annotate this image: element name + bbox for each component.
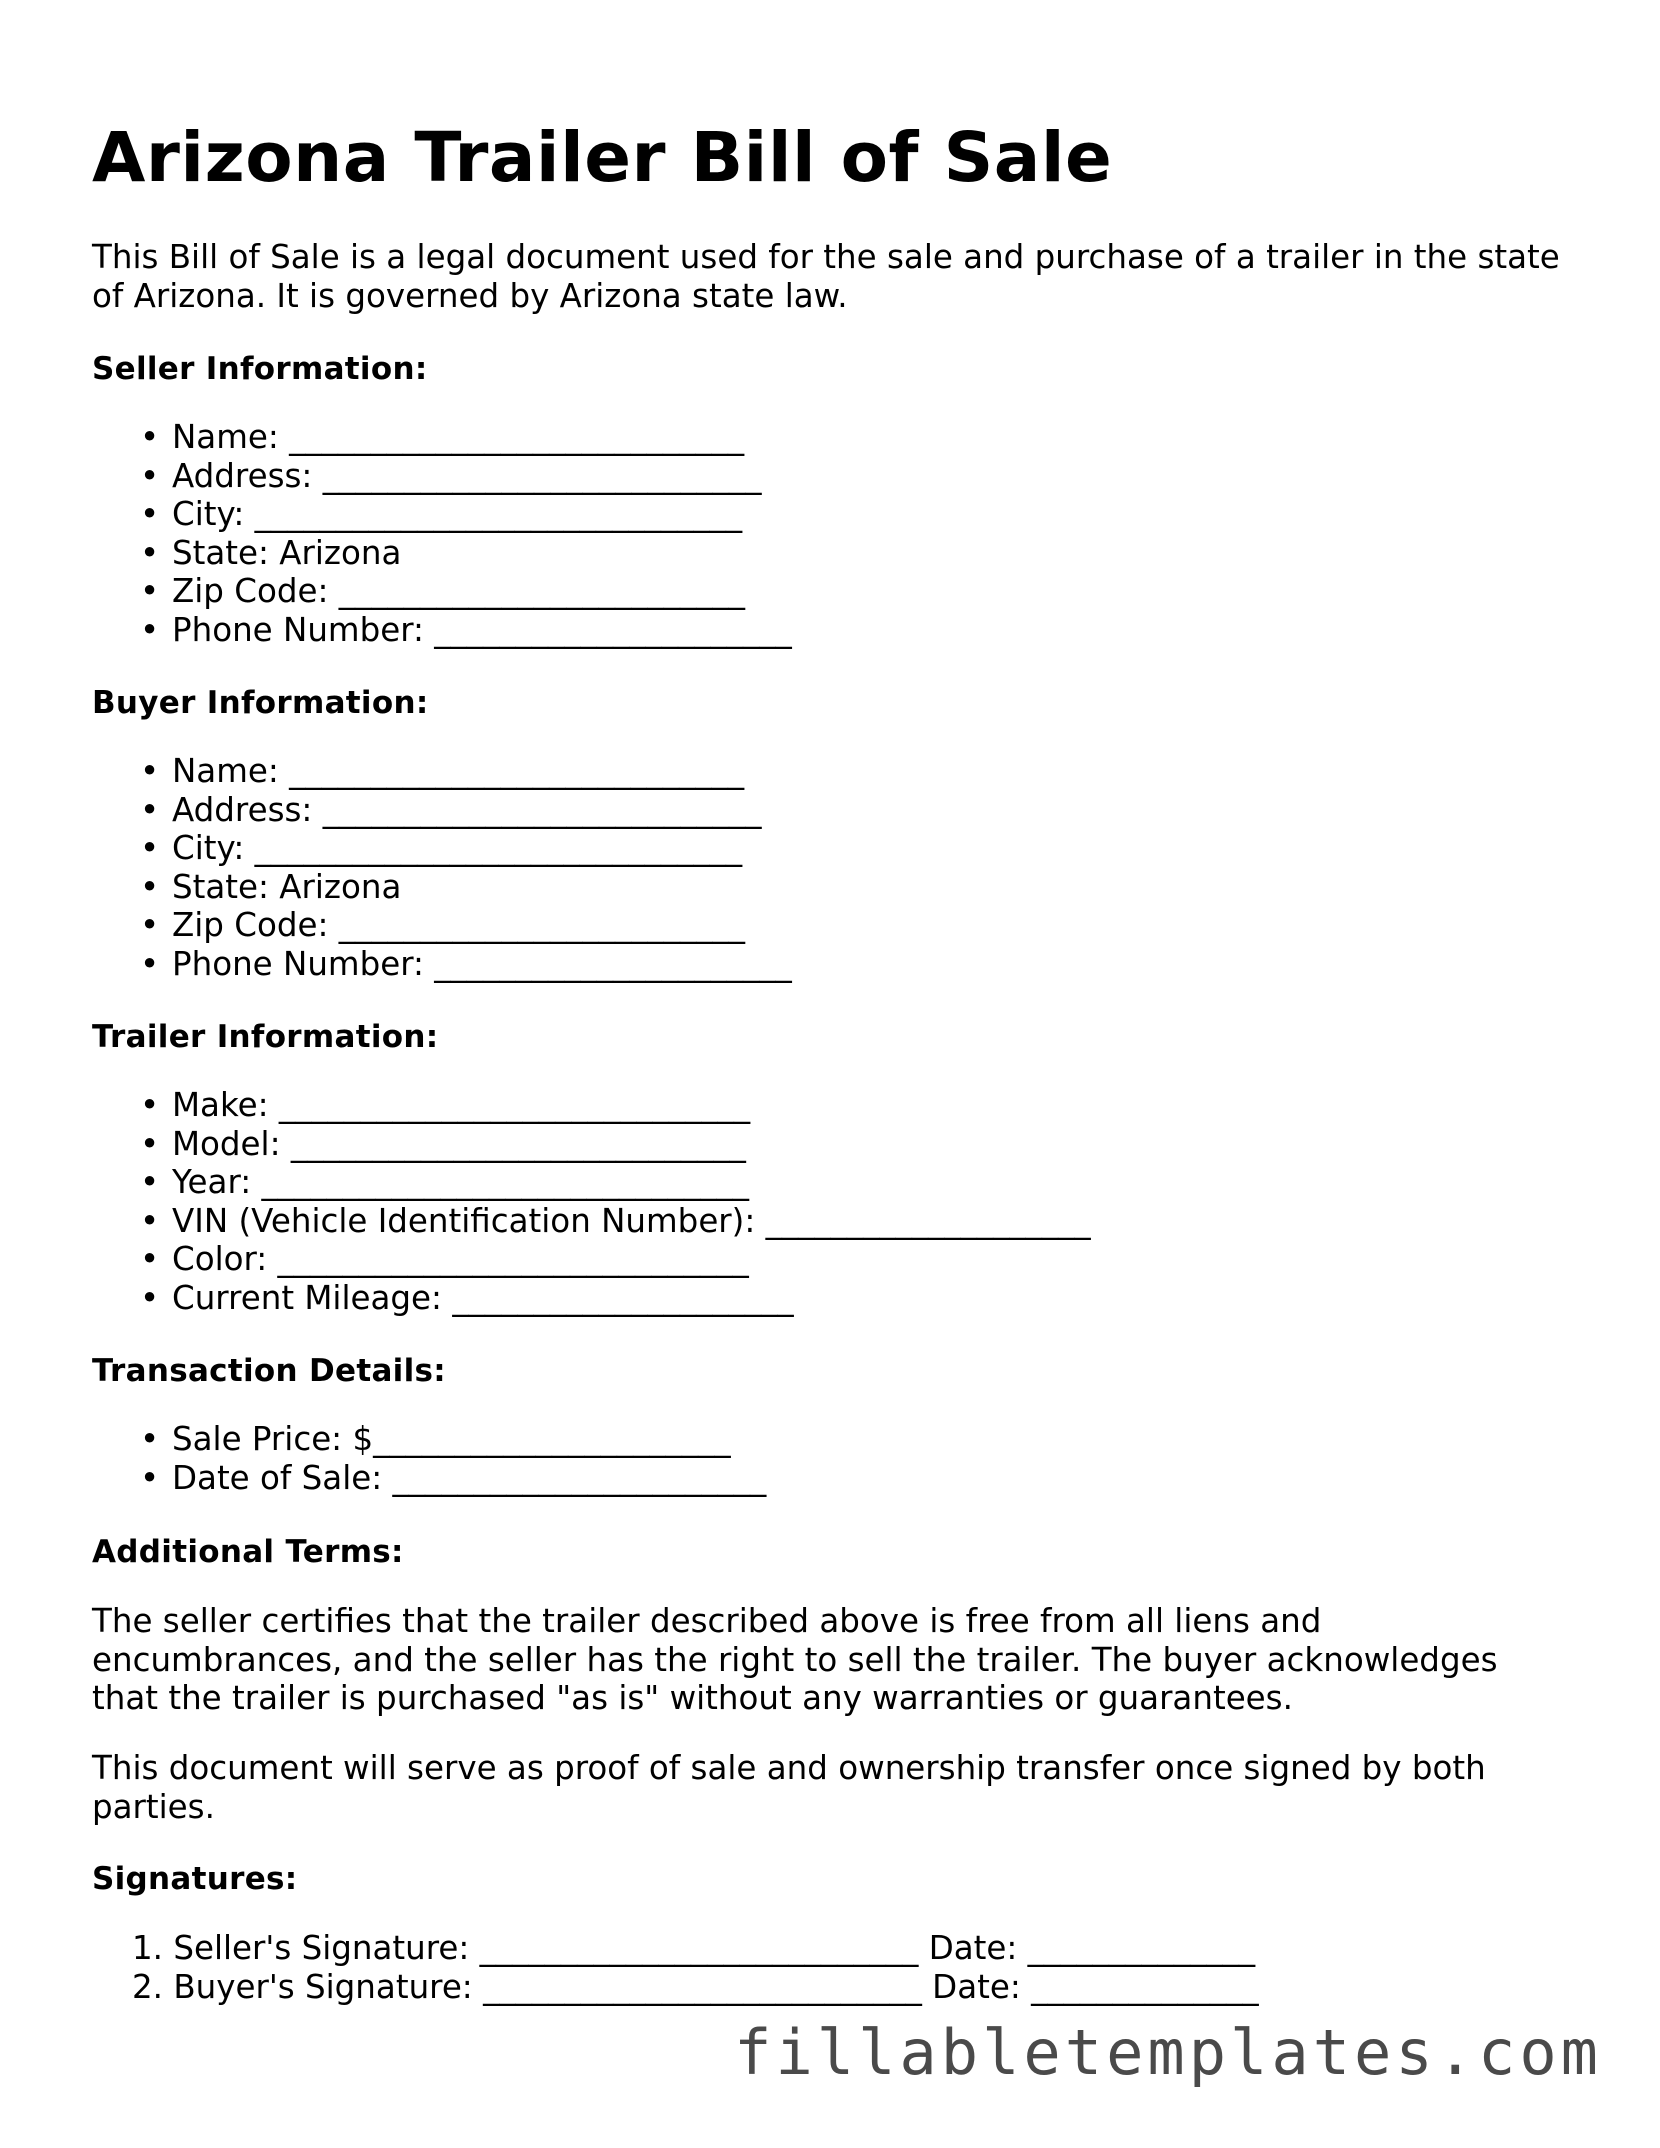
signature-list bbox=[92, 1929, 1259, 2006]
transaction-heading: Transaction Details: bbox=[92, 1353, 446, 1389]
seller-fields bbox=[92, 418, 792, 649]
buyer-state-field: • State: Arizona bbox=[140, 867, 402, 906]
trailer-heading: Trailer Information: bbox=[92, 1019, 439, 1055]
seller-address-field[interactable]: • Address: ___________________________ bbox=[140, 456, 762, 495]
trailer-make-field[interactable]: • Make: _____________________________ bbox=[140, 1086, 751, 1124]
buyer-phone-field[interactable]: • Phone Number: ______________________ bbox=[140, 944, 792, 983]
trailer-mileage-field[interactable]: • Current Mileage: _____________________ bbox=[140, 1278, 794, 1317]
buyer-address-field[interactable]: • Address: ___________________________ bbox=[140, 790, 762, 829]
seller-name-field[interactable]: • Name: ____________________________ bbox=[140, 418, 745, 456]
sale-price-field[interactable]: • Sale Price: $______________________ bbox=[140, 1420, 731, 1458]
trailer-vin-field[interactable]: • VIN (Vehicle Identification Number): ____________________ bbox=[140, 1201, 1091, 1240]
buyer-city-field[interactable]: • City: ______________________________ bbox=[140, 829, 743, 867]
seller-state-field: • State: Arizona bbox=[140, 533, 402, 572]
page-title: Arizona Trailer Bill of Sale bbox=[92, 118, 1113, 198]
trailer-fields bbox=[92, 1086, 1091, 1317]
watermark: fillabletemplates.com bbox=[734, 2016, 1602, 2089]
buyer-fields bbox=[92, 752, 792, 983]
signatures-heading: Signatures: bbox=[92, 1861, 298, 1897]
date-of-sale-field[interactable]: • Date of Sale: _______________________ bbox=[140, 1458, 767, 1497]
seller-heading: Seller Information: bbox=[92, 351, 428, 387]
seller-signature-line[interactable]: 1. Seller's Signature: ___________________________ Date: ______________ bbox=[132, 1929, 1256, 1967]
transaction-fields bbox=[92, 1420, 766, 1497]
buyer-name-field[interactable]: • Name: ____________________________ bbox=[140, 752, 745, 790]
terms-heading: Additional Terms: bbox=[92, 1534, 404, 1570]
buyer-zip-field[interactable]: • Zip Code: _________________________ bbox=[140, 906, 745, 944]
intro-paragraph: This Bill of Sale is a legal document used for the sale and purchase of a trailer in the state of Arizona. It is governed by Arizona state law. bbox=[92, 238, 1560, 315]
terms-paragraph: The seller certifies that the trailer described above is free from all liens and encumbrances, and the seller has the right to sell the trailer. The buyer acknowledges that the trailer is purchased "as is" without any warranties or guarantees. bbox=[92, 1602, 1498, 1717]
proof-paragraph: This document will serve as proof of sale and ownership transfer once signed by both parties. bbox=[92, 1749, 1486, 1826]
trailer-color-field[interactable]: • Color: _____________________________ bbox=[140, 1240, 749, 1278]
seller-phone-field[interactable]: • Phone Number: ______________________ bbox=[140, 610, 792, 649]
buyer-heading: Buyer Information: bbox=[92, 685, 429, 721]
seller-city-field[interactable]: • City: ______________________________ bbox=[140, 495, 743, 533]
trailer-year-field[interactable]: • Year: ______________________________ bbox=[140, 1163, 750, 1201]
buyer-signature-line[interactable]: 2. Buyer's Signature: ___________________________ Date: ______________ bbox=[132, 1967, 1259, 2006]
trailer-model-field[interactable]: • Model: ____________________________ bbox=[140, 1124, 746, 1163]
seller-zip-field[interactable]: • Zip Code: _________________________ bbox=[140, 572, 745, 610]
